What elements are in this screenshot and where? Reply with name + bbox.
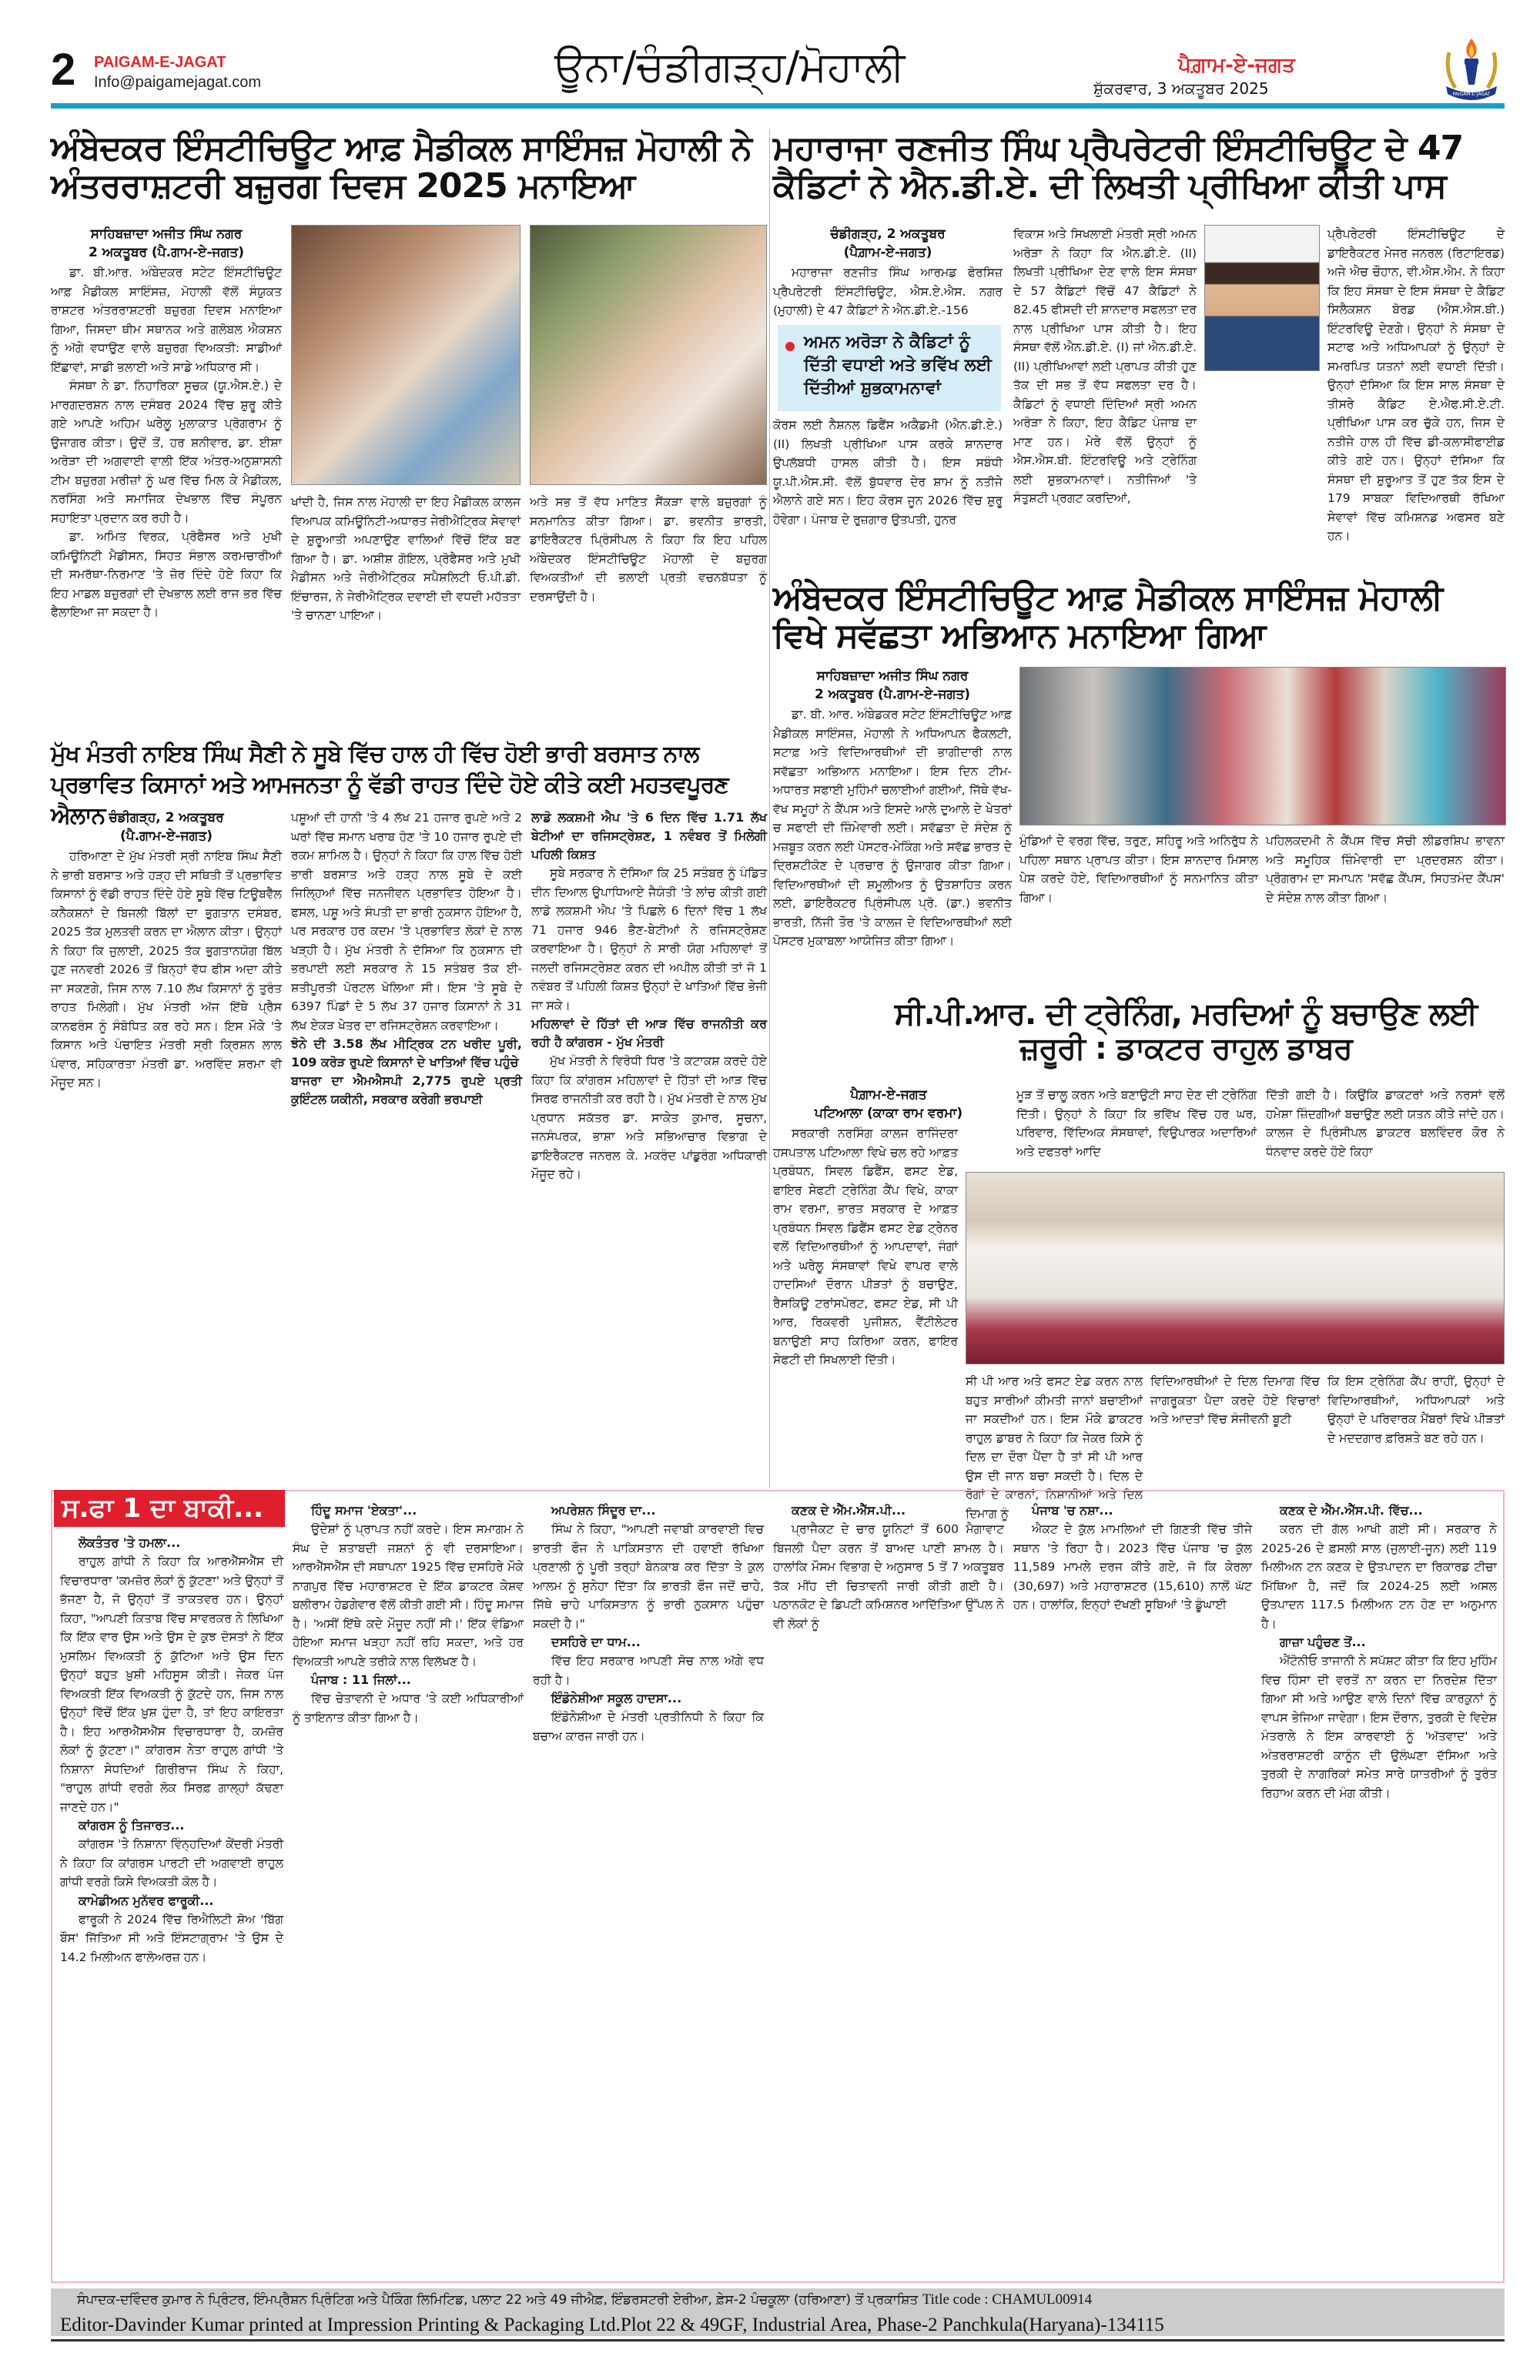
paragraph: ਪ੍ਰੈਪਰੇਟਰੀ ਇੰਸਟੀਚਿਊਟ ਦੇ ਡਾਇਰੈਕਟਰ ਮੇਜਰ ਜਨਰਲ (ਰਿਟਾਇਰਡ) ਅਜੇ ਐਚ ਚੌਹਾਨ, ਵੀ.ਐਸ.ਐਮ. ਨੇ ਕਿਹਾ ਕਿ ਇਹ ਸੰਸਥਾ ਦੇ ਇਸ ਸੰਸਥਾ ਦੇ ਕੈਡਿਟ ਸਿਲੈਕਸ਼ਨ ਬੋਰਡ (ਐਸ.ਐਸ.ਬੀ.) ਇੰਟਰਵਿਊ ਦੇਣਗੇ। ਉਨ੍ਹਾਂ ਨੇ ਸੰਸਥਾ ਦੇ ਸਟਾਫ ਅਤੇ ਅਧਿਆਪਕਾਂ ਨੂੰ ਉਨ੍ਹਾਂ ਦੇ ਸਮਰਪਿਤ ਯਤਨਾਂ ਲਈ ਵਧਾਈ ਦਿੱਤੀ। ਉਨ੍ਹਾਂ ਦੱਸਿਆ ਕਿ ਇਸ ਸਾਲ ਸੰਸਥਾ ਦੇ ਤੀਸਰੇ ਕੈਡਿਟ ਏ.ਐਫ.ਸੀ.ਏ.ਟੀ. ਪ੍ਰੀਖਿਆ ਪਾਸ ਕਰ ਚੁੱਕੇ ਹਨ, ਜਿਸ ਦੇ ਨਤੀਜੇ ਹਾਲ ਹੀ ਵਿੱਚ ਡੀ-ਕਲਾਸੀਫਾਈਡ ਕੀਤੇ ਗਏ ਹਨ। ਉਨ੍ਹਾਂ ਦੱਸਿਆ ਕਿ ਸੰਸਥਾ ਦੀ ਸ਼ੁਰੂਆਤ ਤੋਂ ਹੁਣ ਤੱਕ ਇਸ ਦੇ 179 ਸਾਬਕਾ ਵਿਦਿਆਰਥੀ ਰੱਖਿਆ ਸੇਵਾਵਾਂ ਵਿੱਚ ਕਮਿਸ਼ਨਡ ਅਫਸਰ ਬਣੇ ਹਨ। [1327, 227, 1505, 543]
paragraph: ਇੰਡੋਨੇਸ਼ੀਆ ਦੇ ਮੰਤਰੀ ਪ੍ਰਤੀਨਿਧੀ ਨੇ ਕਿਹਾ ਕਿ ਬਚਾਅ ਕਾਰਜ ਜਾਰੀ ਹਨ। [533, 1710, 764, 1743]
continued-subhead: ਕਣਕ ਦੇ ਐੱਮ.ਐੱਸ.ਪੀ. ਵਿੱਚ... [1280, 1503, 1423, 1518]
article-body [1016, 1086, 1257, 1163]
article-body [51, 263, 282, 731]
headline-haryana-cm: ਮੁੱਖ ਮੰਤਰੀ ਨਾਇਬ ਸਿੰਘ ਸੈਣੀ ਨੇ ਸੂਬੇ ਵਿੱਚ ਹਾਲ ਹੀ ਵਿੱਚ ਹੋਈ ਭਾਰੀ ਬਰਸਾਤ ਨਾਲ ਪ੍ਰਭਾਵਿਤ ਕਿਸਾਨਾਂ ਅਤੇ ਆਮਜਨਤਾ ਨੂੰ ਵੱਡੀ ਰਾਹਤ ਦਿੰਦੇ ਹੋਏ ਕੀਤੇ ਕਈ ਮਹਤਵਪੂਰਣ ਐਲਾਨ [51, 741, 728, 829]
paragraph: ਵਿੱਚ ਚੇਤਾਵਨੀ ਦੇ ਅਧਾਰ 'ਤੇ ਕਈ ਅਧਿਕਾਰੀਆਂ ਨੂੰ ਤਾਇਨਾਤ ਕੀਤਾ ਗਿਆ ਹੈ। [293, 1692, 524, 1725]
photo-elderly-visit [291, 225, 521, 485]
dateline [773, 667, 1012, 704]
inline-subhead: ਲਾਡੋ ਲਕਸ਼ਮੀ ਐਪ 'ਤੇ 6 ਦਿਨ ਵਿੱਚ 1.71 ਲੱਖ ਬੇਟੀਆਂ ਦਾ ਰਜਿਸਟ੍ਰੇਸ਼ਣ, 1 ਨਵੰਬਰ ਤੋਂ ਮਿਲੇਗੀ ਪਹਿਲੀ ਕਿਸ਼ਤ [531, 810, 767, 862]
paragraph: ਖਾਂਦੀ ਹੈ, ਜਿਸ ਨਾਲ ਮੋਹਾਲੀ ਦਾ ਇਹ ਮੈਡੀਕਲ ਕਾਲਜ ਵਿਆਪਕ ਕਮਿਊਨਿਟੀ-ਅਧਾਰਤ ਜੇਰੀਐਟ੍ਰਿਕ ਸੇਵਾਵਾਂ ਦੇ ਸ਼ੁਰੂਆਤੀ ਅਪਣਾਉਣ ਵਾਲਿਆਂ ਵਿੱਚੋਂ ਇੱਕ ਬਣ ਗਿਆ ਹੈ। ਡਾ. ਅਸ਼ੀਸ਼ ਗੋਇਲ, ਪ੍ਰੋਫੈਸਰ ਅਤੇ ਮੁਖੀ ਮੈਡੀਸਨ ਅਤੇ ਜੇਰੀਐਟ੍ਰਿਕ ਸਪੈਸ਼ਲਿਟੀ ਓ.ਪੀ.ਡੀ. ਇੰਚਾਰਜ, ਨੇ ਜੇਰੀਐਟ੍ਰਿਕ ਦਵਾਈ ਦੀ ਵਧਦੀ ਮਹੱਤਤਾ 'ਤੇ ਚਾਨਣਾ ਪਾਇਆ। [291, 495, 521, 622]
paragraph: ਡਾ. ਬੀ. ਆਰ. ਅੰਬੇਡਕਰ ਸਟੇਟ ਇੰਸਟੀਚਿਊਟ ਆਫ਼ ਮੈਡੀਕਲ ਸਾਇੰਸਜ਼, ਮੋਹਾਲੀ ਨੇ ਅਧਿਆਪਨ ਫੈਕਲਟੀ, ਸਟਾਫ਼ ਅਤੇ ਵਿਦਿਆਰਥੀਆਂ ਦੀ ਭਾਗੀਦਾਰੀ ਨਾਲ ਸਵੱਛਤਾ ਅਭਿਆਨ ਮਨਾਇਆ। ਇਸ ਦਿਨ ਟੀਮ-ਅਧਾਰਤ ਸਫਾਈ ਮੁਹਿੰਮਾਂ ਚਲਾਈਆਂ ਗਈਆਂ, ਜਿੱਥੇ ਵੱਖ-ਵੱਖ ਸਮੂਹਾਂ ਨੇ ਕੈਂਪਸ ਅਤੇ ਇਸਦੇ ਆਲੇ ਦੁਆਲੇ ਦੇ ਖੇਤਰਾਂ ਚ ਸਫਾਈ ਦੀ ਜ਼ਿੰਮੇਵਾਰੀ ਲਈ। ਸਵੱਛਤਾ ਦੇ ਸੰਦੇਸ਼ ਨੂੰ ਮਜ਼ਬੂਤ ਕਰਨ ਲਈ ਪੋਸਟਰ-ਮੇਕਿੰਗ ਅਤੇ ਸਵੱਛ ਭਾਰਤ ਦੇ ਦ੍ਰਿਸ਼ਟੀਕੋਣ ਦੇ ਪ੍ਰਚਾਰ ਨੂੰ ਉਜਾਗਰ ਕੀਤਾ ਗਿਆ। ਵਿਦਿਆਰਥੀਆਂ ਦੀ ਸ਼ਮੂਲੀਅਤ ਨੂੰ ਉਤਸ਼ਾਹਿਤ ਕਰਨ ਲਈ, ਡਾਇਰੈਕਟਰ ਪ੍ਰਿੰਸੀਪਲ ਪ੍ਰੋ. (ਡਾ.) ਭਵਨੀਤ ਭਾਰਤੀ, ਨਿੱਜੀ ਤੌਰ 'ਤੇ ਕਾਲਜ ਦੇ ਵਿਦਿਆਰਥੀਆਂ ਲਈ ਪੋਸਟਰ ਮੁਕਾਬਲਾ ਆਯੋਜਿਤ ਕੀਤਾ ਗਿਆ। [773, 708, 1012, 948]
paragraph: ਸੂਬੇ ਸਰਕਾਰ ਨੇ ਦੱਸਿਆ ਕਿ 25 ਸਤੰਬਰ ਨੂੰ ਪੰਡਿਤ ਦੀਨ ਦਿਆਲ ਉਪਾਧਿਆਏ ਜੈਯੰਤੀ 'ਤੇ ਲਾਂਚ ਕੀਤੀ ਗਈ ਲਾਡੋ ਲਕਸ਼ਮੀ ਐਪ 'ਤੇ ਪਿਛਲੇ 6 ਦਿਨਾਂ ਵਿੱਚ 1 ਲੱਖ 71 ਹਜਾਰ 946 ਭੈਣ-ਬੇਟੀਆਂ ਨੇ ਰਜਿਸਟ੍ਰੇਸ਼ਣ ਕਰਵਾਇਆ ਹੈ। ਉਨ੍ਹਾਂ ਨੇ ਸਾਰੀ ਯੋਗ ਮਹਿਲਾਵਾਂ ਤੋਂ ਜਲਦੀ ਰਜਿਸਟ੍ਰੇਸ਼ਣ ਕਰਨ ਦੀ ਅਪੀਲ ਕੀਤੀ ਤਾਂ ਜੋ 1 ਨਵੰਬਰ ਤੋਂ ਪਹਿਲੀ ਕਿਸ਼ਤ ਉਨ੍ਹਾਂ ਦੇ ਖਾਤਿਆਂ ਵਿੱਚ ਭੇਜੀ ਜਾ ਸਕੇ। [531, 866, 767, 1013]
article-body [1150, 1372, 1320, 1478]
paragraph: ਉਦੇਸ਼ਾਂ ਨੂੰ ਪ੍ਰਾਪਤ ਨਹੀਂ ਕਰਦੇ। ਇਸ ਸਮਾਗਮ ਨੇ ਸੰਘ ਦੇ ਸ਼ਤਾਬਦੀ ਜਸ਼ਨਾਂ ਨੂੰ ਵੀ ਦਰਸਾਇਆ। ਆਰਐੱਸਐੱਸ ਦੀ ਸਥਾਪਨਾ 1925 ਵਿੱਚ ਦਸਹਿਰੇ ਮੌਕੇ ਨਾਗਪੁਰ ਵਿੱਚ ਮਹਾਰਾਸ਼ਟਰ ਦੇ ਇੱਕ ਡਾਕਟਰ ਕੇਸ਼ਵ ਬਲੀਰਾਮ ਹੇਡਗੇਵਾਰ ਵੱਲੋਂ ਕੀਤੀ ਗਈ ਸੀ। ਹਿੰਦੂ ਸਮਾਜ ਹੈ। 'ਅਸੀਂ ਇੱਥੇ ਕਦੇ ਮੌਜੂਦ ਨਹੀਂ ਸੀ।' ਇੱਕ ਵੰਡਿਆ ਹੋਇਆ ਸਮਾਜ ਖੜ੍ਹਾ ਨਹੀਂ ਰਹਿ ਸਕਦਾ, ਅਤੇ ਹਰ ਵਿਅਕਤੀ ਆਪਣੇ ਤਰੀਕੇ ਨਾਲ ਵਿਲੱਖਣ ਹੈ। [293, 1522, 524, 1669]
paragraph: ਕਾਂਗਰਸ 'ਤੇ ਨਿਸ਼ਾਨਾ ਵਿੰਨ੍ਹਦਿਆਂ ਕੇਂਦਰੀ ਮੰਤਰੀ ਨੇ ਕਿਹਾ ਕਿ ਕਾਂਗਰਸ ਪਾਰਟੀ ਦੀ ਅਗਵਾਈ ਰਾਹੁਲ ਗਾਂਧੀ ਵਰਗੇ ਕਿਸੇ ਵਿਅਕਤੀ ਕੋਲ ਹੈ। [60, 1837, 283, 1889]
article-body [1266, 832, 1505, 970]
paragraph: ਸਰਕਾਰੀ ਨਰਸਿੰਗ ਕਾਲਜ ਰਾਜਿੰਦਰਾ ਹਸਪਤਾਲ ਪਟਿਆਲਾ ਵਿਖੇ ਚਲ ਰਹੇ ਆਫ਼ਤ ਪ੍ਰਬੰਧਨ, ਸਿਵਲ ਡਿਫੈਂਸ, ਫਸਟ ਏਡ, ਫਾਇਰ ਸੇਫਟੀ ਟ੍ਰੇਨਿੰਗ ਕੈਂਪ ਵਿਖੇ, ਕਾਕਾ ਰਾਮ ਵਰਮਾ, ਭਾਰਤ ਸਰਕਾਰ ਦੇ ਆਫ਼ਤ ਪ੍ਰਬੰਧਨ ਸਿਵਲ ਡਿਫੈਂਸ ਫਸਟ ਏਡ ਟ੍ਰੇਨਰ ਵਲੋਂ ਵਿਦਿਆਰਥੀਆਂ ਨੂੰ ਆਪਦਾਵਾਂ, ਜੰਗਾਂ ਅਤੇ ਘਰੇਲੂ ਸੰਸਥਾਵਾਂ ਵਿਖੇ ਵਾਪਰ ਵਾਲੇ ਹਾਦਸਿਆਂ ਦੌਰਾਨ ਪੀੜਤਾਂ ਨੂੰ ਬਚਾਉਣ, ਰੈਸਕਿਊ ਟਰਾਂਸਪੋਰਟ, ਫਸਟ ਏਡ, ਸੀ ਪੀ ਆਰ, ਰਿਕਵਰੀ ਪੁਜੀਸ਼ਨ, ਵੈਂਟੀਲੇਟਰ ਬਨਾਉਣੀ ਸਾਹ ਕਿਰਿਆ ਕਰਨ, ਫਾਇਰ ਸੇਫਟੀ ਦੀ ਸਿਖਲਾਈ ਦਿੱਤੀ। [773, 1126, 958, 1367]
paragraph: ਡਾ. ਬੀ.ਆਰ. ਅੰਬੇਦਕਰ ਸਟੇਟ ਇੰਸਟੀਚਿਊਟ ਆਫ਼ ਮੈਡੀਕਲ ਸਾਇੰਸਜ਼, ਮੋਹਾਲੀ ਵੱਲੋਂ ਸੰਯੁਕਤ ਰਾਸ਼ਟਰ ਅੰਤਰਰਾਸ਼ਟਰੀ ਬਜ਼ੁਰਗ ਦਿਵਸ ਮਨਾਇਆ ਗਿਆ, ਜਿਸਦਾ ਥੀਮ ਸਥਾਨਕ ਅਤੇ ਗਲੋਬਲ ਐਕਸ਼ਨ ਨੂੰ ਅੱਗੇ ਵਧਾਉਣ ਵਾਲੇ ਬਜ਼ੁਰਗ ਵਿਅਕਤੀ: ਸਾਡੀਆਂ ਇੱਛਾਵਾਂ, ਸਾਡੀ ਭਲਾਈ ਅਤੇ ਸਾਡੇ ਅਧਿਕਾਰ ਸੀ। [51, 266, 282, 374]
article-body [1013, 225, 1197, 547]
article-body [773, 1124, 958, 1455]
article-body [530, 493, 767, 731]
paragraph: ਸਿੰਘ ਨੇ ਕਿਹਾ, "ਆਪਣੀ ਜਵਾਬੀ ਕਾਰਵਾਈ ਵਿਚ ਭਾਰਤੀ ਫੌਜ ਨੇ ਪਾਕਿਸਤਾਨ ਦੀ ਹਵਾਈ ਰੱਖਿਆ ਪ੍ਰਣਾਲੀ ਨੂੰ ਪੂਰੀ ਤਰ੍ਹਾਂ ਬੇਨਕਾਬ ਕਰ ਦਿੱਤਾ ਤੇ ਕੁਲ ਆਲਮ ਨੂੰ ਸੁਨੇਹਾ ਦਿੱਤਾ ਕਿ ਭਾਰਤੀ ਫੌਜ ਜਦੋਂ ਚਾਹੇ, ਜਿੱਥੇ ਚਾਹੇ ਪਾਕਿਸਤਾਨ ਨੂੰ ਭਾਰੀ ਨੁਕਸਾਨ ਪਹੁੰਚਾ ਸਕਦੀ ਹੈ।" [533, 1522, 764, 1631]
continued-subhead: ਕਾਮੇਡੀਅਨ ਮੁਨੱਵਰ ਫਾਰੂਕੀ... [79, 1893, 214, 1908]
inline-subhead: ਮਹਿਲਾਵਾਂ ਦੇ ਹਿੱਤਾਂ ਦੀ ਆੜ ਵਿੱਚ ਰਾਜਨੀਤੀ ਕਰ ਰਹੀ ਹੈ ਕਾਂਗਰਸ - ਮੁੱਖ ਮੰਤਰੀ [531, 1016, 767, 1049]
paragraph: ਵਿੱਚ ਇਹ ਸਰਕਾਰ ਆਪਣੀ ਸੋਚ ਨਾਲ ਅੱਗੇ ਵਧ ਰਹੀ ਹੈ। [533, 1654, 764, 1687]
continued-subhead: ਗਾਜ਼ਾ ਪਹੁੰਚਣ ਤੋਂ... [1280, 1635, 1366, 1649]
continued-column [293, 1501, 524, 2273]
continued-column [60, 1534, 283, 2273]
headline-nda-cadets: ਮਹਾਰਾਜਾ ਰਣਜੀਤ ਸਿੰਘ ਪ੍ਰੈਪਰੇਟਰੀ ਇੰਸਟੀਚਿਊਟ ਦੇ 47 ਕੈਡਿਟਾਂ ਨੇ ਐਨ.ਡੀ.ਏ. ਦੀ ਲਿਖਤੀ ਪ੍ਰੀਖਿਆ ਕੀਤੀ ਪਾਸ [773, 129, 1464, 206]
imprint-line-english: Editor-Davinder Kumar printed at Impression Printing & Packaging Ltd.Plot 22 & 49GF, Industrial Area, Phase-2 Panchkula(Haryana)-134115 [60, 2315, 1164, 2335]
footer-rule [51, 2339, 1505, 2342]
paragraph: ਕੋਰਸ ਲਈ ਨੈਸ਼ਨਲ ਡਿਫੈਂਸ ਅਕੈਡਮੀ (ਐਨ.ਡੀ.ਏ.) (II) ਲਿਖਤੀ ਪ੍ਰੀਖਿਆ ਪਾਸ ਕਰਕੇ ਸ਼ਾਨਦਾਰ ਉਪਲੱਬਧੀ ਹਾਸਲ ਕੀਤੀ ਹੈ। ਇਸ ਸਬੰਧੀ ਯੂ.ਪੀ.ਐਸ.ਸੀ. ਵੱਲੋਂ ਬੁੱਧਵਾਰ ਦੇਰ ਸ਼ਾਮ ਨੂੰ ਨਤੀਜੇ ਐਲਾਨੇ ਗਏ ਸਨ। ਇਹ ਕੋਰਸ ਜੂਨ 2026 ਵਿੱਚ ਸ਼ੁਰੂ ਹੋਵੇਗਾ। ਪੰਜਾਬ ਦੇ ਰੁਜ਼ਗਾਰ ਉਤਪਤੀ, ਹੁਨਰ [773, 418, 1003, 527]
dateline-date: (ਪੈਗ਼ਾਮ-ਏ-ਜਗਤ) [843, 245, 932, 260]
dateline-date: 2 ਅਕਤੂਬਰ (ਪੈ.ਗਾਮ-ਏ-ਜਗਤ) [89, 245, 244, 260]
article-body [1266, 1086, 1505, 1163]
contact-email[interactable]: Info@paigamejagat.com [94, 74, 262, 91]
inline-subhead: ਝੋਨੇ ਦੀ 3.58 ਲੱਖ ਮੀਟ੍ਰਿਕ ਟਨ ਖਰੀਦ ਪੂਰੀ, 109 ਕਰੋੜ ਰੁਪਏ ਕਿਸਾਨਾਂ ਦੇ ਖਾਤਿਆਂ ਵਿੱਚ ਪਹੁੰਚੇ [291, 1036, 522, 1069]
paragraph: ਹਰਿਆਣਾ ਦੇ ਮੁੱਖ ਮੰਤਰੀ ਸ੍ਰੀ ਨਾਇਬ ਸਿੰਘ ਸੈਣੀ ਨੇ ਭਾਰੀ ਬਰਸਾਤ ਅਤੇ ਹੜ੍ਹ ਦੀ ਸਥਿਤੀ ਤੋਂ ਪ੍ਰਭਾਵਿਤ ਕਿਸਾਨਾਂ ਨੂੰ ਵੱਡੀ ਰਾਹਤ ਦਿੰਦੇ ਹੋਏ ਸੂਬੇ ਵਿੱਚ ਟਿਊਬਵੈੱਲ ਕਨੈਕਸ਼ਨਾਂ ਦੇ ਬਿਜਲੀ ਬਿੱਲਾਂ ਦਾ ਭੁਗਤਾਨ ਦਸੰਬਰ, 2025 ਤੱਕ ਮੁਲਤਵੀ ਕਰਨ ਦਾ ਐਲਾਨ ਕੀਤਾ। ਉਨ੍ਹਾਂ ਨੇ ਕਿਹਾ ਕਿ ਜੁਲਾਈ, 2025 ਤੱਕ ਭੁਗਤਾਨਯੋਗ ਬਿੱਲ ਹੁਣ ਜਨਵਰੀ 2026 ਤੋਂ ਬਿਨ੍ਹਾਂ ਵੱਧ ਫੀਸ ਅਦਾ ਕੀਤੇ ਜਾ ਸਕਣਗੇ, ਜਿਸ ਨਾਲ 7.10 ਲੱਖ ਕਿਸਾਨਾਂ ਨੂੰ ਤੁਰੰਤ ਰਾਹਤ ਮਿਲੇਗੀ। ਮੁੱਖ ਮੰਤਰੀ ਅੱਜ ਇੱਥੇ ਪ੍ਰੈਸ ਕਾਨਫਰੰਸ ਨੂੰ ਸੰਬੋਧਿਤ ਕਰ ਰਹੇ ਸਨ। ਇਸ ਮੌਕੇ 'ਤੇ ਕਿਸਾਨ ਅਤੇ ਪੰਚਾਇਤ ਮੰਤਰੀ ਸ੍ਰੀ ਕ੍ਰਿਸ਼ਨ ਲਾਲ ਪੰਵਾਰ, ਸਹਿਕਾਰਤਾ ਮੰਤਰੀ ਡਾ. ਅਰਵਿੰਦ ਸ਼ਰਮਾ ਵੀ ਮੌਜੂਦ ਸਨ। [51, 849, 282, 1090]
paragraph: ਦਿੱਤੀ ਗਈ ਹੈ। ਕਿਉਂਕਿ ਡਾਕਟਰਾਂ ਅਤੇ ਨਰਸਾਂ ਵਲੋਂ ਹਮੇਸ਼ਾ ਜ਼ਿੰਦਗੀਆਂ ਬਚਾਉਣ ਲਈ ਯਤਨ ਕੀਤੇ ਜਾਂਦੇ ਹਨ। ਕਾਲਜ ਦੇ ਪ੍ਰਿੰਸੀਪਲ ਡਾਕਟਰ ਬਲਵਿੰਦਰ ਕੌਰ ਨੇ ਧੰਨਵਾਦ ਕਰਦੇ ਹੋਏ ਕਿਹਾ [1266, 1088, 1505, 1159]
photo-elderly-honour [530, 225, 767, 485]
dateline-date: (ਪੈ.ਗਾਮ-ਏ-ਜਗਤ) [119, 828, 213, 844]
paragraph: ਪਹਿਲਕਦਮੀ ਨੇ ਕੈਂਪਸ ਵਿੱਚ ਸੱਚੀ ਲੀਡਰਸ਼ਿਪ ਭਾਵਨਾ ਅਤੇ ਸਮੂਹਿਕ ਜ਼ਿੰਮੇਵਾਰੀ ਦਾ ਪ੍ਰਦਰਸ਼ਨ ਕੀਤਾ। ਪ੍ਰੋਗਰਾਮ ਦਾ ਸਮਾਪਨ 'ਸਵੱਛ ਕੈਂਪਸ, ਸਿਹਤਮੰਦ ਕੈਂਪਸ' ਦੇ ਸੰਦੇਸ਼ ਨਾਲ ਕੀਤਾ ਗਿਆ। [1266, 834, 1505, 905]
paragraph: ਪਸ਼ੂਆਂ ਦੀ ਹਾਨੀ 'ਤੇ 4 ਲੱਖ 21 ਹਜਾਰ ਰੁਪਏ ਅਤੇ 2 ਘਰਾਂ ਵਿੱਚ ਸਮਾਨ ਖਰਾਬ ਹੋਣ 'ਤੇ 10 ਹਜਾਰ ਰੁਪਏ ਦੀ ਰਕਮ ਸ਼ਾਮਿਲ ਹੈ। ਉਨ੍ਹਾਂ ਨੇ ਕਿਹਾ ਕਿ ਹਾਲ ਵਿੱਚ ਹੋਈ ਭਾਰੀ ਬਰਸਾਤ ਅਤੇ ਹੜ੍ਹ ਨਾਲ ਸੂਬੇ ਦੇ ਕਈ ਜਿਲ੍ਹਿਆਂ ਵਿੱਚ ਜਨਜੀਵਨ ਪ੍ਰਭਾਵਿਤ ਹੋਇਆ ਹੈ। ਫਸਲ, ਪਸ਼ੂ ਅਤੇ ਸੰਪਤੀ ਦਾ ਭਾਰੀ ਨੁਕਸਾਨ ਹੋਇਆ ਹੈ, ਪਰ ਸਰਕਾਰ ਹਰ ਕਦਮ 'ਤੇ ਪ੍ਰਭਾਵਿਤ ਲੋਕਾਂ ਦੇ ਨਾਲ ਖੜ੍ਹੀ ਹੈ। ਮੁੱਖ ਮੰਤਰੀ ਨੇ ਦੱਸਿਆ ਕਿ ਨੁਕਸਾਨ ਦੀ ਭਰਪਾਈ ਲਈ ਸਰਕਾਰ ਨੇ 15 ਸਤੰਬਰ ਤੱਕ ਈ-ਸ਼ਤੀਪੂਰਤੀ ਪੋਰਟਲ ਖੋਲਿਆ ਸੀ। ਇਸ 'ਤੇ ਸੂਬੇ ਦੇ 6397 ਪਿੰਡਾਂ ਦੇ 5 ਲੱਖ 37 ਹਜਾਰ ਕਿਸਾਨਾਂ ਨੇ 31 ਲੱਖ ਏਕੜ ਖੇਤਰ ਦਾ ਰਜਿਸਟ੍ਰੇਸ਼ਨ ਕਰਵਾਇਆ। [291, 811, 522, 1033]
continued-subhead: ਲੋਕਤੰਤਰ 'ਤੇ ਹਮਲਾ... [79, 1535, 181, 1550]
paragraph: ਸੀ ਪੀ ਆਰ ਅਤੇ ਫਸਟ ਏਡ ਕਰਨ ਨਾਲ ਬਹੁਤ ਸਾਰੀਆਂ ਕੀਮਤੀ ਜਾਨਾਂ ਬਚਾਈਆਂ ਜਾ ਸਕਦੀਆਂ ਹਨ। ਇਸ ਮੌਕੇ ਡਾਕਟਰ ਰਾਹੁਲ ਡਾਬਰ ਨੇ ਕਿਹਾ ਕਿ ਜੇਕਰ ਕਿਸੇ ਨੂੰ ਦਿਲ ਦਾ ਦੌਰਾ ਪੈਂਦਾ ਹੈ ਤਾਂ ਸੀ ਪੀ ਆਰ ਉਸ ਦੀ ਜਾਨ ਬਚਾ ਸਕਦੀ ਹੈ। ਦਿਲ ਦੇ ਰੋਗਾਂ ਦੇ ਕਾਰਨਾਂ, ਨਿਸ਼ਾਨੀਆਂ ਅਤੇ ਦਿਲ ਦਿਮਾਗ ਨੂੰ [966, 1374, 1143, 1521]
dateline-place: ਸਾਹਿਬਜ਼ਾਦਾ ਅਜੀਤ ਸਿੰਘ ਨਗਰ [816, 668, 969, 684]
continued-subhead: ਦਸਹਿਰੇ ਦਾ ਧਾਮ... [551, 1635, 641, 1649]
masthead-rule [51, 103, 1505, 109]
dateline [51, 808, 282, 845]
article-body [51, 847, 282, 1478]
article-body [773, 263, 1003, 320]
dateline-place: ਚੰਡੀਗੜ੍ਹ, 2 ਅਕਤੂਬਰ [109, 810, 224, 825]
paragraph: ਸੰਸਥਾ ਨੇ ਡਾ. ਨਿਹਾਰਿਕਾ ਸੂਚਕ (ਯੂ.ਐਸ.ਏ.) ਦੇ ਮਾਰਗਦਰਸ਼ਨ ਨਾਲ ਦਸੰਬਰ 2024 ਵਿੱਚ ਸ਼ੁਰੂ ਕੀਤੇ ਗਏ ਆਪਣੇ ਅਹਿਮ ਘਰੇਲੂ ਮੁਲਾਕਾਤ ਪ੍ਰੋਗਰਾਮ ਨੂੰ ਉਜਾਗਰ ਕੀਤਾ। ਉਦੋਂ ਤੋਂ, ਹਰ ਸ਼ਨੀਵਾਰ, ਡਾ. ਈਸ਼ਾ ਅਰੋੜਾ ਦੀ ਅਗਵਾਈ ਵਾਲੀ ਇੱਕ ਅੰਤਰ-ਅਨੁਸ਼ਾਸਨੀ ਟੀਮ ਬਜ਼ੁਰਗ ਮਰੀਜ਼ਾਂ ਨੂੰ ਘਰ ਵਿੱਚ ਮਿਲ ਕੇ ਮੈਡੀਕਲ, ਨਰਸਿੰਗ ਅਤੇ ਸਮਾਜਿਕ ਦੇਖਭਾਲ ਵਿੱਚ ਸੰਪੂਰਨ ਸਹਾਇਤਾ ਪ੍ਰਦਾਨ ਕਰ ਰਹੀ ਹੈ। [51, 379, 282, 525]
dateline-place: ਪੈਗ਼ਾਮ-ਏ-ਜਗਤ [850, 1087, 927, 1103]
dateline [773, 225, 1003, 262]
continued-subhead: ਹਿੰਦੂ ਸਮਾਜ 'ਏਕਤਾ'... [311, 1503, 417, 1518]
photo-cleanliness-drive [1019, 667, 1506, 825]
page-number: 2 [51, 45, 76, 95]
continued-column [773, 1501, 1004, 2273]
subhead-text: ਅਮਨ ਅਰੋੜਾ ਨੇ ਕੈਡਿਟਾਂ ਨੂੰ ਦਿੱਤੀ ਵਧਾਈ ਅਤੇ ਭਵਿੱਖ ਲਈ ਦਿੱਤੀਆਂ ਸ਼ੁਭਕਾਮਨਾਵਾਂ [804, 333, 992, 398]
dateline-place: ਚੰਡੀਗੜ੍ਹ, 2 ਅਕਤੂਬਰ [830, 226, 946, 242]
paragraph: ਮਹਾਰਾਜਾ ਰਣਜੀਤ ਸਿੰਘ ਆਰਮਡ ਫੋਰਸਿਜ਼ ਪ੍ਰੈਪਰੇਟਰੀ ਇੰਸਟੀਚਿਊਟ, ਐਸ.ਏ.ਐਸ. ਨਗਰ (ਮੁਹਾਲੀ) ਦੇ 47 ਕੈਡਿਟਾਂ ਨੇ ਐਨ.ਡੀ.ਏ.-156 [773, 266, 1003, 317]
inline-subhead: ਬਾਜਰਾ ਦਾ ਐਮਐਸਪੀ 2,775 ਰੁਪਏ ਪ੍ਰਤੀ ਕੁਇੰਟਲ ਯਕੀਨੀ, ਸਰਕਾਰ ਕਰੇਗੀ ਭਰਪਾਈ [291, 1073, 522, 1106]
article-body [773, 416, 1003, 547]
dateline [51, 225, 282, 262]
paragraph: ਫਾਰੂਕੀ ਨੇ 2024 ਵਿੱਚ ਰਿਐਲਿਟੀ ਸ਼ੋਅ 'ਬਿੱਗ ਬੌਸ' ਜਿੱਤਿਆ ਸੀ ਅਤੇ ਇੰਸਟਾਗ੍ਰਾਮ 'ਤੇ ਉਸ ਦੇ 14.2 ਮਿਲੀਅਨ ਫਾਲੋਅਰਜ਼ ਹਨ। [60, 1912, 283, 1964]
continued-column [1013, 1501, 1252, 2273]
continued-column [1261, 1501, 1497, 2273]
brand-name: PAIGAM-E-JAGAT [94, 54, 226, 71]
article-body [291, 493, 521, 731]
paragraph: ਮੂੜ ਤੋਂ ਚਾਲੂ ਕਰਨ ਅਤੇ ਬਣਾਉਟੀ ਸਾਹ ਦੇਣ ਦੀ ਟ੍ਰੇਨਿੰਗ ਦਿੱਤੀ। ਉਨ੍ਹਾਂ ਨੇ ਕਿਹਾ ਕਿ ਭਵਿੱਖ ਵਿੱਚ ਹਰ ਘਰ, ਪਰਿਵਾਰ, ਵਿੱਦਿਅਕ ਸੰਸਥਾਵਾਂ, ਵਿਉਪਾਰਕ ਅਦਾਰਿਆਂ ਅਤੇ ਦਫਤਰਾਂ ਆਦਿ [1016, 1088, 1257, 1159]
column-divider [769, 129, 770, 1488]
continued-subhead: ਪੰਜਾਬ : 11 ਜਿਲਾਂ... [311, 1672, 411, 1687]
bullet-icon [785, 342, 795, 351]
continued-title: ਸ.ਫਾ 1 ਦਾ ਬਾਕੀ... [54, 1490, 285, 1527]
continued-subhead: ਕਣਕ ਦੇ ਐੱਮ.ਐੱਸ.ਪੀ... [792, 1503, 906, 1518]
continued-subhead: ਇੰਡੋਨੇਸ਼ੀਆ ਸਕੂਲ ਹਾਦਸਾ... [551, 1691, 682, 1705]
dateline-date: 2 ਅਕਤੂਬਰ (ਪੈ.ਗਾਮ-ਏ-ਜਗਤ) [815, 687, 970, 702]
paragraph: ਮੁੰਡਿਆਂ ਦੇ ਵਰਗ ਵਿੱਚ, ਤਰੁਣ, ਸਹਿਰੂ ਅਤੇ ਅਨਿਰੁੱਧ ਨੇ ਪਹਿਲਾ ਸਥਾਨ ਪ੍ਰਾਪਤ ਕੀਤਾ। ਇਸ ਸ਼ਾਨਦਾਰ ਮਿਸਾਲ ਪੇਸ਼ ਕਰਦੇ ਹੋਏ, ਵਿਦਿਆਰਥੀਆਂ ਨੂੰ ਸਨਮਾਨਿਤ ਕੀਤਾ ਗਿਆ। [1019, 834, 1258, 905]
headline-swachhta: ਅੰਬੇਦਕਰ ਇੰਸਟੀਚਿਊਟ ਆਫ਼ ਮੈਡੀਕਲ ਸਾਇੰਸਜ਼ ਮੋਹਾਲੀ ਵਿਖੇ ਸਵੱਛਤਾ ਅਭਿਆਨ ਮਨਾਇਆ ਗਿਆ [773, 578, 1443, 656]
torch-logo-icon [1441, 37, 1502, 103]
headline-cpr-training: ਸੀ.ਪੀ.ਆਰ. ਦੀ ਟ੍ਰੇਨਿੰਗ, ਮਰਦਿਆਂ ਨੂੰ ਬਚਾਉਣ ਲਈ ਜ਼ਰੂਰੀ : ਡਾਕਟਰ ਰਾਹੁਲ ਡਾਬਰ [894, 996, 1478, 1066]
paragraph: ਅਤੇ ਸਭ ਤੋਂ ਵੱਧ ਮਾਣਿਤ ਸੈਂਕੜਾ ਵਾਲੇ ਬਜ਼ੁਰਗਾਂ ਨੂੰ ਸਨਮਾਨਿਤ ਕੀਤਾ ਗਿਆ। ਡਾ. ਭਵਨੀਤ ਭਾਰਤੀ, ਡਾਇਰੈਕਟਰ ਪ੍ਰਿੰਸੀਪਲ ਨੇ ਕਿਹਾ ਕਿ ਇਹ ਪਹਿਲ ਅੰਬੇਦਕਰ ਇੰਸਟੀਚਿਊਟ ਮੋਹਾਲੀ ਦੇ ਬਜ਼ੁਰਗ ਵਿਅਕਤੀਆਂ ਦੀ ਭਲਾਈ ਪ੍ਰਤੀ ਵਚਨਬੱਧਤਾ ਨੂੰ ਦਰਸਾਉਂਦੀ ਹੈ। [530, 495, 767, 604]
paragraph: ਮੁੱਖ ਮੰਤਰੀ ਨੇ ਵਿਰੋਧੀ ਧਿਰ 'ਤੇ ਕਟਾਕਸ਼ ਕਰਦੇ ਹੋਏ ਕਿਹਾ ਕਿ ਕਾਂਗਰਸ ਮਹਿਲਾਵਾਂ ਦੇ ਹਿੱਤਾਂ ਦੀ ਆੜ ਵਿੱਚ ਸਿਰਫ ਰਾਜਨੀਤੀ ਕਰ ਰਹੀ ਹੈ। ਮੁੱਖ ਮੰਤਰੀ ਦੇ ਨਾਲ ਮੁੱਖ ਪ੍ਰਧਾਨ ਸਕੱਤਰ ਡਾ. ਸਾਕੇਤ ਕੁਮਾਰ, ਸੂਚਨਾ, ਜਨਸੰਪਰਕ, ਭਾਸ਼ਾ ਅਤੇ ਸਭਿਆਚਾਰ ਵਿਭਾਗ ਦੇ ਡਾਇਰੈਕਟਰ ਜਨਰਲ ਕੇ. ਮਕਰੰਦ ਪਾਂਡੁਰੰਗ ਅਧਿਕਾਰੀ ਮੌਜੂਦ ਰਹੇ। [531, 1054, 767, 1181]
article-body [773, 705, 1012, 971]
paragraph: ਡਾ. ਅਮਿਤ ਵਿਰਕ, ਪ੍ਰੋਫੈਸਰ ਅਤੇ ਮੁਖੀ ਕਮਿਊਨਿਟੀ ਮੈਡੀਸਨ, ਸਿਹਤ ਸੰਭਾਲ ਕਰਮਚਾਰੀਆਂ ਦੀ ਸਮਰੱਥਾ-ਨਿਰਮਾਣ 'ਤੇ ਜ਼ੋਰ ਦਿੰਦੇ ਹੋਏ ਕਿਹਾ ਕਿ ਇਹ ਮਾਡਲ ਬਜ਼ੁਰਗਾਂ ਦੀ ਦੇਖਭਾਲ ਲਈ ਰਾਜ ਭਰ ਵਿੱਚ ਫੈਲਾਇਆ ਜਾ ਸਕਦਾ ਹੈ। [51, 530, 282, 619]
article-body [1327, 225, 1505, 547]
dateline-place: ਸਾਹਿਬਜ਼ਾਦਾ ਅਜੀਤ ਸਿੰਘ ਨਗਰ [90, 226, 243, 242]
paragraph: ਪ੍ਰਾਜੈਕਟ ਦੇ ਚਾਰ ਯੂਨਿਟਾਂ ਤੋਂ 600 ਮੈਗਾਵਾਟ ਬਿਜਲੀ ਪੈਦਾ ਕਰਨ ਤੋਂ ਬਾਅਦ ਪਾਣੀ ਸ਼ਾਮਲ ਹੈ। ਹਾਲਾਂਕਿ ਮੌਸਮ ਵਿਭਾਗ ਦੇ ਅਨੁਸਾਰ 5 ਤੋਂ 7 ਅਕਤੂਬਰ ਤੱਕ ਮੀਂਹ ਦੀ ਚਿਤਾਵਨੀ ਜਾਰੀ ਕੀਤੀ ਗਈ ਹੈ। ਪਠਾਨਕੋਟ ਦੇ ਡਿਪਟੀ ਕਮਿਸ਼ਨਰ ਆਦਿੱਤਿਆ ਉੱਪਲ ਨੇ ਵੀ ਲੋਕਾਂ ਨੂੰ [773, 1522, 1004, 1631]
photo-cpr-trainees [966, 1172, 1505, 1364]
paragraph: ਕਰਨ ਦੀ ਗੱਲ ਆਖੀ ਗਈ ਸੀ। ਸਰਕਾਰ ਨੇ 2025-26 ਦੇ ਫ਼ਸਲੀ ਸਾਲ (ਜੁਲਾਈ-ਜੂਨ) ਲਈ 119 ਮਿਲੀਅਨ ਟਨ ਕਣਕ ਦੇ ਉਤਪਾਦਨ ਦਾ ਰਿਕਾਰਡ ਟੀਚਾ ਮਿੱਥਿਆ ਹੈ, ਜਦੋਂ ਕਿ 2024-25 ਲਈ ਅਸਲ ਉਤਪਾਦਨ 117.5 ਮਿਲੀਅਨ ਟਨ ਹੋਣ ਦਾ ਅਨੁਮਾਨ ਹੈ। [1261, 1522, 1497, 1631]
paragraph: ਰਾਹੁਲ ਗਾਂਧੀ ਨੇ ਕਿਹਾ ਕਿ ਆਰਐੱਸਐੱਸ ਦੀ ਵਿਚਾਰਧਾਰਾ 'ਕਮਜ਼ੋਰ ਲੋਕਾਂ ਨੂੰ ਕੁੱਟਣਾ' ਅਤੇ ਉਨ੍ਹਾਂ ਤੋਂ ਭੱਜਣਾ ਹੈ, ਜੋ ਉਨ੍ਹਾਂ ਤੋਂ ਤਾਕਤਵਰ ਹਨ। ਉਨ੍ਹਾਂ ਕਿਹਾ, "ਆਪਣੀ ਕਿਤਾਬ ਵਿੱਚ ਸਾਵਰਕਰ ਨੇ ਲਿਖਿਆ ਕਿ ਇੱਕ ਵਾਰ ਉਸ ਅਤੇ ਉਸ ਦੇ ਕੁਝ ਦੋਸਤਾਂ ਨੇ ਇੱਕ ਮੁਸਲਿਮ ਵਿਅਕਤੀ ਨੂੰ ਕੁੱਟਿਆ ਅਤੇ ਉਸ ਦਿਨ ਉਨ੍ਹਾਂ ਬਹੁਤ ਖ਼ੁਸ਼ੀ ਮਹਿਸੂਸ ਕੀਤੀ। ਜੇਕਰ ਪੰਜ ਵਿਅਕਤੀ ਇੱਕ ਵਿਅਕਤੀ ਨੂੰ ਕੁੱਟਦੇ ਹਨ, ਜਿਸ ਨਾਲ ਉਨ੍ਹਾਂ ਵਿੱਚੋਂ ਇੱਕ ਖ਼ੁਸ਼ ਹੁੰਦਾ ਹੈ, ਤਾਂ ਇਹ ਕਾਇਰਤਾ ਹੈ। ਇਹ ਆਰਐੱਸਐੱਸ ਵਿਚਾਰਧਾਰਾ ਹੈ, ਕਮਜ਼ੋਰ ਲੋਕਾਂ ਨੂੰ ਕੁੱਟਣਾ।" ਕਾਂਗਰਸ ਨੇਤਾ ਰਾਹੁਲ ਗਾਂਧੀ 'ਤੇ ਨਿਸ਼ਾਨਾ ਸੇਧਦਿਆਂ ਗਿਰੀਰਾਜ ਸਿੰਘ ਨੇ ਕਿਹਾ, "ਰਾਹੁਲ ਗਾਂਧੀ ਵਰਗੇ ਲੋਕ ਸਿਰਫ਼ ਗਾਲ੍ਹਾਂ ਕੱਢਣਾ ਜਾਣਦੇ ਹਨ।" [60, 1555, 283, 1814]
continued-column [533, 1501, 764, 2273]
imprint-line-punjabi [77, 2291, 1502, 2308]
brand-name-punjabi: ਪੈਗ਼ਾਮ-ਏ-ਜਗਤ [1178, 54, 1295, 77]
paragraph: ਕਿ ਇਸ ਟ੍ਰੇਨਿੰਗ ਕੈਂਪ ਰਾਹੀਂ, ਉਨ੍ਹਾਂ ਦੇ ਵਿਦਿਆਰਥੀਆਂ, ਅਧਿਆਪਕਾਂ ਅਤੇ ਉਨ੍ਹਾਂ ਦੇ ਪਰਿਵਾਰਕ ਮੈਂਬਰਾਂ ਵਿਖੇ ਪੀੜਤਾਂ ਦੇ ਮਦਦਗਾਰ ਫ਼ਰਿਸ਼ਤੇ ਬਣ ਰਹੇ ਹਨ। [1327, 1374, 1505, 1445]
continued-subhead: ਪੰਜਾਬ 'ਚ ਨਸ਼ਾ... [1032, 1503, 1113, 1518]
imprint-text-punjabi: ਸੰਪਾਦਕ-ਦਵਿੰਦਰ ਕੁਮਾਰ ਨੇ ਪ੍ਰਿੰਟਰ, ਇੰਮਪ੍ਰੈਸ਼ਨ ਪ੍ਰਿੰਟਿਗ ਅਤੇ ਪੈਕਿੰਗ ਲਿਮਿਟਿਡ, ਪਲਾਟ 22 ਅਤੇ 49 ਜੀਐਫ਼, ਇੰਡਰਸਟਰੀ ਏਰੀਆ, ਫ਼ੇਸ-2 ਪੰਚਕੂਲਾ (ਹਰਿਆਣਾ) ਤੋਂ ਪ੍ਰਕਾਸ਼ਿਤ [77, 2292, 919, 2308]
paragraph: ਵਿਦਿਆਰਥੀਆਂ ਦੇ ਦਿਲ ਦਿਮਾਗ ਵਿੱਚ ਜਾਗਰੂਕਤਾ ਪੈਦਾ ਕਰਦੇ ਹੋਏ ਵਿਚਾਰਾਂ ਅਤੇ ਆਦਤਾਂ ਵਿੱਚ ਸੰਜੀਵਨੀ ਬੂਟੀ [1150, 1374, 1320, 1426]
highlight-subhead [778, 325, 1001, 411]
section-title: ਊਨਾ/ਚੰਡੀਗੜ੍ਹ/ਮੋਹਾਲੀ [554, 42, 906, 91]
article-body [531, 808, 767, 1478]
dateline [773, 1086, 1004, 1123]
article-body [1327, 1372, 1505, 1478]
issue-date: ਸ਼ੁੱਕਰਵਾਰ, 3 ਅਕਤੂਬਰ 2025 [1093, 79, 1269, 98]
photo-portrait [1204, 225, 1320, 371]
paragraph: ਐਕਟ ਦੇ ਕੁੱਲ ਮਾਮਲਿਆਂ ਦੀ ਗਿਣਤੀ ਵਿੱਚ ਤੀਜੇ ਸਥਾਨ 'ਤੇ ਰਿਹਾ ਹੈ। 2023 ਵਿੱਚ ਪੰਜਾਬ 'ਚ ਕੁੱਲ 11,589 ਮਾਮਲੇ ਦਰਜ ਕੀਤੇ ਗਏ, ਜੋ ਕਿ ਕੇਰਲਾ (30,697) ਅਤੇ ਮਹਾਰਾਸ਼ਟਰ (15,610) ਨਾਲੋਂ ਘੱਟ ਹਨ। ਹਾਲਾਂਕਿ, ਇਨ੍ਹਾਂ ਦੱਖਣੀ ਸੂਬਿਆਂ 'ਤੇ ਡੂੰਘਾਈ [1013, 1522, 1252, 1612]
logo-text: PAIGAM-E-JAGAT [1452, 92, 1491, 97]
paragraph: ਵਿਕਾਸ ਅਤੇ ਸਿਖਲਾਈ ਮੰਤਰੀ ਸ੍ਰੀ ਅਮਨ ਅਰੋੜਾ ਨੇ ਕਿਹਾ ਕਿ ਐਨ.ਡੀ.ਏ. (II) ਲਿਖਤੀ ਪ੍ਰੀਖਿਆ ਦੇਣ ਵਾਲੇ ਇਸ ਸੰਸਥਾ ਦੇ 57 ਕੈਡਿਟਾਂ ਵਿੱਚੋਂ 47 ਕੈਡਿਟਾਂ ਨੇ 82.45 ਫੀਸਦੀ ਦੀ ਸ਼ਾਨਦਾਰ ਸਫਲਤਾ ਦਰ ਨਾਲ ਪ੍ਰੀਖਿਆ ਪਾਸ ਕੀਤੀ ਹੈ। ਇਹ ਸੰਸਥਾ ਵੱਲੋਂ ਐਨ.ਡੀ.ਏ. (I) ਜਾਂ ਐਨ.ਡੀ.ਏ. (II) ਪ੍ਰੀਖਿਆਵਾਂ ਲਈ ਪ੍ਰਾਪਤ ਕੀਤੀ ਹੁਣ ਤੱਕ ਦੀ ਸਭ ਤੋਂ ਵੱਧ ਸਫਲਤਾ ਦਰ ਹੈ। ਕੈਡਿਟਾਂ ਨੂੰ ਵਧਾਈ ਦਿੰਦਿਆਂ ਸ੍ਰੀ ਅਮਨ ਅਰੋੜਾ ਨੇ ਕਿਹਾ, ਇਹ ਕੈਡਿਟ ਪੰਜਾਬ ਦਾ ਮਾਣ ਹਨ। ਮੇਰੇ ਵੱਲੋਂ ਉਨ੍ਹਾਂ ਨੂੰ ਐਸ.ਐਸ.ਬੀ. ਇੰਟਰਵਿਊ ਅਤੇ ਟ੍ਰੇਨਿੰਗ ਲਈ ਸ਼ੁਭਕਾਮਨਾਵਾਂ। ਨਤੀਜਿਆਂ 'ਤੇ ਸੰਤੁਸ਼ਟੀ ਪ੍ਰਗਟ ਕਰਦਿਆਂ, [1013, 227, 1197, 505]
title-code: Title code : CHAMUL00914 [922, 2291, 1093, 2308]
continued-subhead: ਅਪਰੇਸ਼ਨ ਸਿੰਦੂਰ ਦਾ... [551, 1503, 656, 1518]
paragraph: ਐਂਟੋਨੀਓ ਤਾਜਾਨੀ ਨੇ ਸਪੱਸ਼ਟ ਕੀਤਾ ਕਿ ਇਹ ਮੁਹਿੰਮ ਵਿਚ ਹਿੰਸਾ ਦੀ ਵਰਤੋਂ ਨਾ ਕਰਨ ਦਾ ਨਿਰਦੇਸ਼ ਦਿੱਤਾ ਗਿਆ ਸੀ ਅਤੇ ਆਉਣ ਵਾਲੇ ਦਿਨਾਂ ਵਿੱਚ ਕਾਰਕੁਨਾਂ ਨੂੰ ਵਾਪਸ ਭੇਜਿਆ ਜਾਵੇਗਾ। ਇਸ ਦੌਰਾਨ, ਤੁਰਕੀ ਦੇ ਵਿਦੇਸ਼ ਮੰਤਰਾਲੇ ਨੇ ਇਸ ਕਾਰਵਾਈ ਨੂੰ 'ਅੱਤਵਾਦ' ਅਤੇ ਅੰਤਰਰਾਸ਼ਟਰੀ ਕਾਨੂੰਨ ਦੀ ਉਲੰਘਣਾ ਦੱਸਿਆ ਅਤੇ ਤੁਰਕੀ ਦੇ ਨਾਗਰਿਕਾਂ ਸਮੇਤ ਸਾਰੇ ਯਾਤਰੀਆਂ ਨੂੰ ਤੁਰੰਤ ਰਿਹਾਅ ਕਰਨ ਦੀ ਮੰਗ ਕੀਤੀ। [1261, 1654, 1497, 1800]
article-body [1019, 832, 1258, 970]
article-body [291, 808, 522, 1478]
continued-subhead: ਕਾਂਗਰਸ ਨੂੰ ਤਿਜਾਰਤ... [79, 1818, 185, 1833]
headline-elderly-day: ਅੰਬੇਦਕਰ ਇੰਸਟੀਚਿਊਟ ਆਫ਼ ਮੈਡੀਕਲ ਸਾਇੰਸਜ਼ ਮੋਹਾਲੀ ਨੇ ਅੰਤਰਰਾਸ਼ਟਰੀ ਬਜ਼ੁਰਗ ਦਿਵਸ 2025 ਮਨਾਇਆ [51, 129, 752, 206]
dateline-date: ਪਟਿਆਲਾ (ਕਾਕਾ ਰਾਮ ਵਰਮਾ) [814, 1106, 963, 1121]
